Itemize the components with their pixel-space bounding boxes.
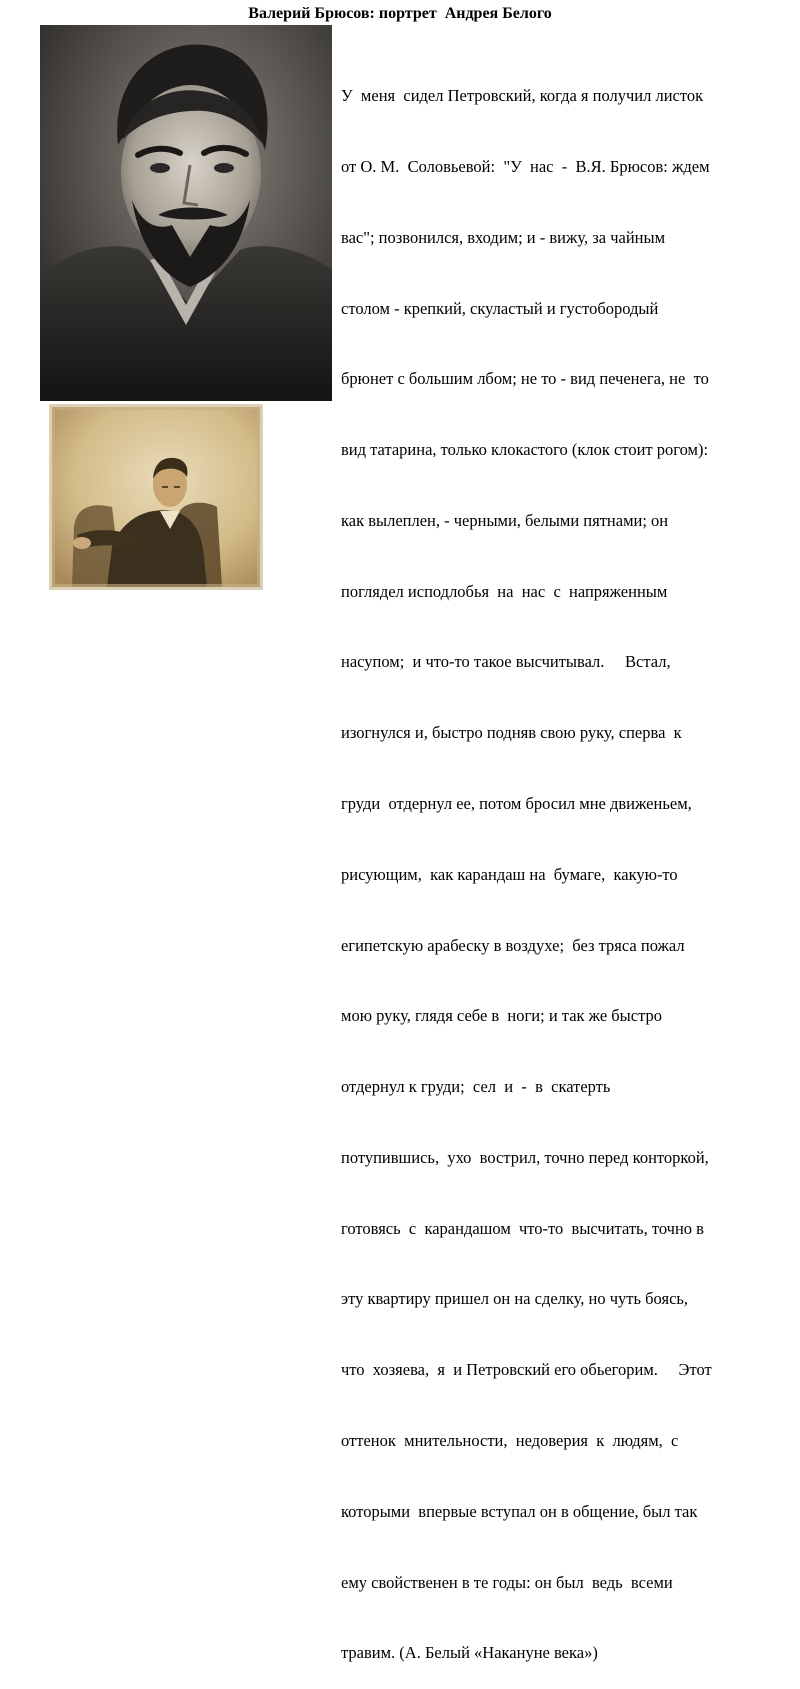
quote-line: эту квартиру пришел он на сделку, но чуть боясь, [341,1289,689,1309]
quote-line: насупом; и что-то такое высчитывал. Встал, [341,652,671,672]
portrait-photo-icon [40,25,332,401]
quote-text-block [341,37,793,1689]
seated-man-sepia-photo-icon [52,407,260,587]
slide-title: Валерий Брюсов: портрет Андрея Белого [248,5,552,22]
quote-line: отдернул к груди; сел и - в скатерть [341,1077,611,1097]
quote-line: груди отдернул ее, потом бросил мне движеньем, [341,794,692,813]
quote-line: столом - крепкий, скуластый и густобородый [341,298,659,318]
quote-line: оттенок мнительности, недоверия к людям, с [341,1431,679,1451]
quote-line: вас"; позвонился, входим; и - вижу, за чайным [341,227,666,247]
bryusov-portrait-photo [40,25,332,401]
quote-line: брюнет с большим лбом; не то - вид печенега, не то [341,369,709,389]
quote-line: рисующим, как карандаш на бумаге, какую-то [341,864,678,884]
quote-line: что хозяева, я и Петровский его обьегорим. Этот [341,1360,712,1380]
quote-line: вид татарина, только клокастого (клок стоит рогом): [341,440,709,460]
quote-line: которыми впервые вступал он в общение, был так [341,1501,698,1521]
quote-line: египетскую арабеску в воздухе; без тряса пожал [341,935,685,955]
quote-line: поглядел исподлобья на нас с напряженным [341,581,668,601]
quote-line: потупившись, ухо вострил, точно перед конторкой, [341,1147,709,1167]
quote-line: готовясь с карандашом что-то высчитать, точно в [341,1218,704,1238]
quote-line: от О. М. Соловьевой: "У нас - В.Я. Брюсов: ждем [341,156,710,176]
quote-line: У меня сидел Петровский, когда я получил листок [341,86,704,106]
quote-line: как вылеплен, - черными, белыми пятнами; он [341,510,669,530]
quote-line: ему свойственен в те годы: он был ведь всеми [341,1572,673,1592]
bely-seated-photo [52,407,260,587]
quote-line: мою руку, глядя себе в ноги; и так же быстро [341,1006,663,1026]
quote-line: травим. (А. Белый «Накануне века») [341,1643,598,1663]
quote-line: изогнулся и, быстро подняв свою руку, сперва к [341,723,682,743]
